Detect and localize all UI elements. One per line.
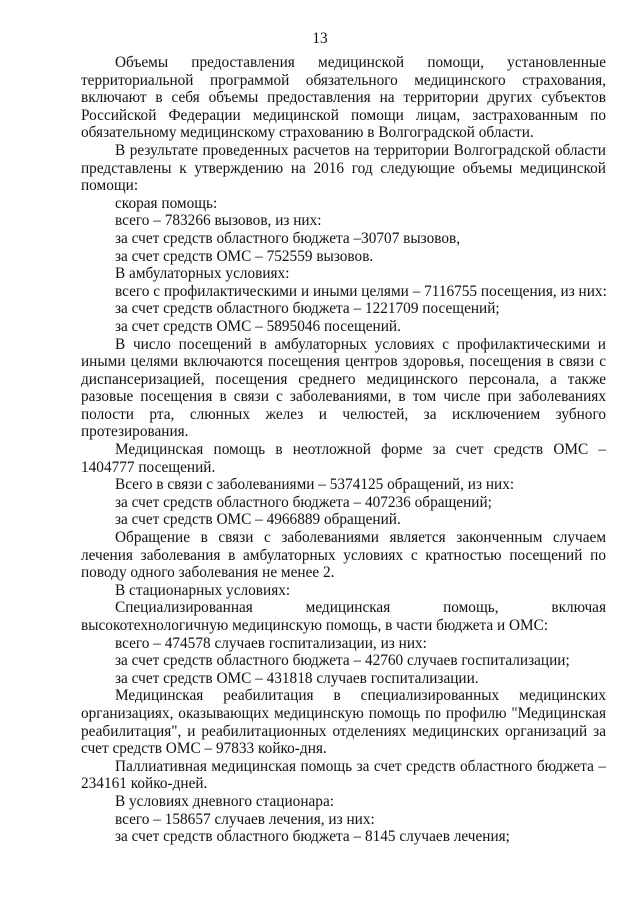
paragraph-rehabilitation: Медицинская реабилитация в специализированных медицинских организациях, оказывающих медицинскую помощь по профилю "Медицинская реабилитация", и реабилитационных отделениях медицинских организаций за счет средств ОМС – 97833 койко-дня. [81, 687, 606, 758]
line-day-hospital-heading: В условиях дневного стационара: [115, 792, 334, 810]
line-hospitalization-regional-budget: за счет средств областного бюджета – 42760 случаев госпитализации; [115, 652, 570, 670]
page-number: 13 [312, 30, 328, 47]
paragraph-palliative-care: Паллиативная медицинская помощь за счет средств областного бюджета – 234161 койко-дней. [81, 757, 606, 793]
line-day-hospital-regional-budget: за счет средств областного бюджета – 8145 случаев лечения; [115, 828, 510, 846]
paragraph-visit-definition: Обращение в связи с заболеваниями является законченным случаем лечения заболевания в амбулаторных условиях с кратностью посещений по поводу одного заболевания не менее 2. [81, 529, 606, 582]
line-ambulance-heading: скорая помощь: [115, 194, 218, 212]
line-ambulance-oms: за счет средств ОМС – 752559 вызовов. [115, 247, 374, 265]
paragraph-calculation-results: В результате проведенных расчетов на территории Волгоградской области представлены к утверждению на 2016 год следующие объемы медицинской помощи: [81, 141, 606, 195]
document-body [81, 54, 606, 846]
line-disease-visits-oms: за счет средств ОМС – 4966889 обращений. [115, 511, 401, 529]
line-disease-visits-regional-budget: за счет средств областного бюджета – 407236 обращений; [115, 493, 492, 511]
line-ambulance-total: всего – 783266 вызовов, из них: [115, 212, 322, 230]
line-outpatient-oms: за счет средств ОМС – 5895046 посещений. [115, 317, 401, 335]
line-ambulance-regional-budget: за счет средств областного бюджета –30707 вызовов, [115, 229, 461, 247]
line-disease-visits-total: Всего в связи с заболеваниями – 5374125 обращений, из них: [115, 476, 515, 494]
line-outpatient-heading: В амбулаторных условиях: [115, 265, 290, 283]
line-hospitalization-oms: за счет средств ОМС – 431818 случаев госпитализации. [115, 669, 479, 687]
line-inpatient-heading: В стационарных условиях: [115, 581, 291, 599]
line-day-hospital-total: всего – 158657 случаев лечения, из них: [115, 810, 375, 828]
paragraph-oms-volumes: Объемы предоставления медицинской помощи, установленные территориальной программой обязательного медицинского страхования, включают в себя объемы предоставления на территории других субъектов Российской Федерации медицинской помощи лицам, застрахованным по обязательному медицинскому страхованию в Волгоградской области. [81, 54, 606, 142]
paragraph-visits-definition: В число посещений в амбулаторных условиях с профилактическими и иными целями включаются посещения центров здоровья, посещения в связи с диспансеризацией, посещения среднего медицинского персонала, а также разовые посещения в связи с заболеваниями, в том числе при заболеваниях полости рта, слюнных желез и челюстей, за исключением зубного протезирования. [81, 335, 606, 441]
paragraph-urgent-care: Медицинская помощь в неотложной форме за счет средств ОМС – 1404777 посещений. [81, 441, 606, 476]
line-hospitalization-total: всего – 474578 случаев госпитализации, из них: [115, 634, 427, 652]
line-outpatient-total: всего с профилактическими и иными целями – 7116755 посещения, из них: [115, 282, 607, 300]
paragraph-specialized-care: Специализированная медицинская помощь, включая высокотехнологичную медицинскую помощь, в части бюджета и ОМС: [81, 599, 606, 634]
line-outpatient-regional-budget: за счет средств областного бюджета – 1221709 посещений; [115, 300, 500, 318]
